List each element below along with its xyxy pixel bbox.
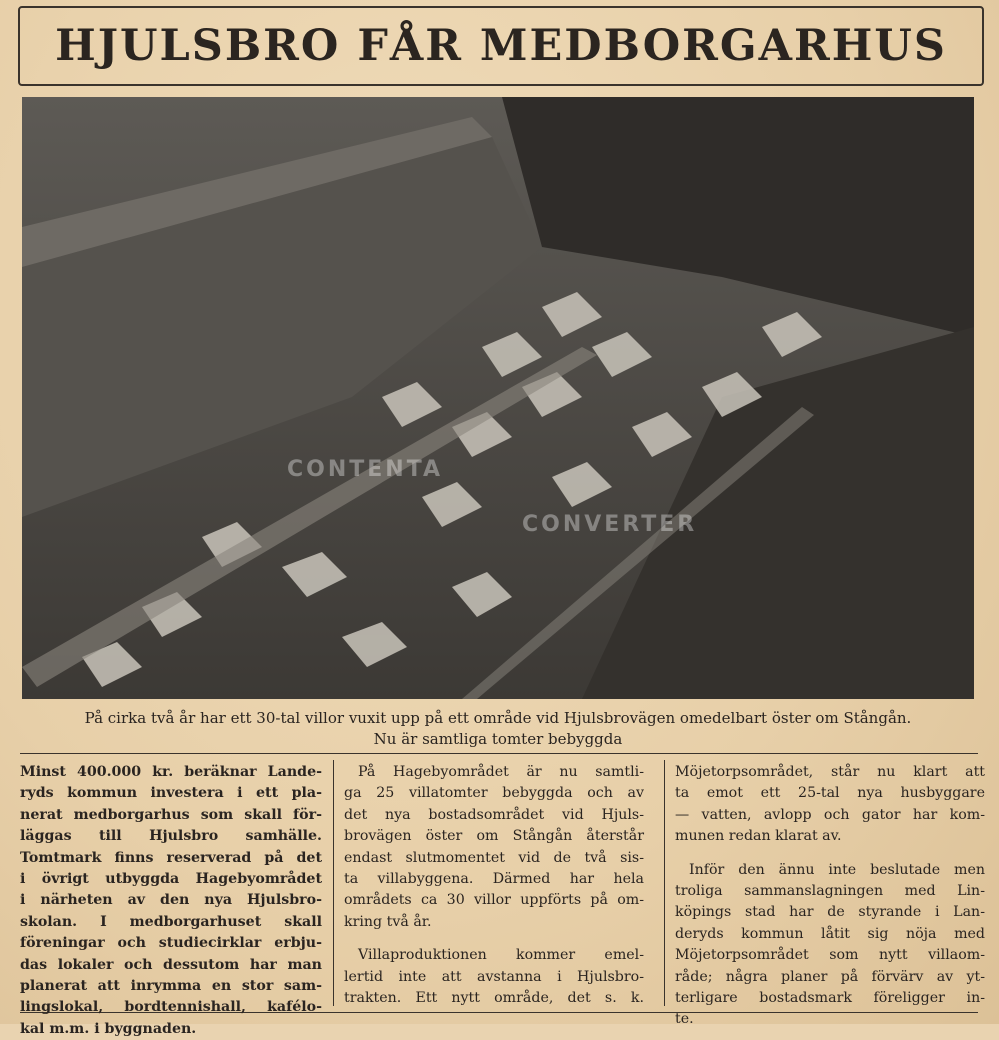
text-line: kal m.m. i byggnaden.: [20, 1020, 197, 1037]
text-line: trakten. Ett nytt område, det s. k.: [344, 990, 644, 1007]
paragraph-gap: [675, 848, 985, 860]
text-line: köpings stad har de styrande i Lan-: [675, 904, 985, 921]
text-line: ta emot ett 25-tal nya husbyggare: [675, 785, 985, 802]
headline: HJULSBRO FÅR MEDBORGARHUS: [55, 21, 947, 71]
text-line: i närheten av den nya Hjulsbro-: [20, 892, 322, 909]
aerial-photo: [22, 97, 974, 699]
article-column-1: [20, 762, 322, 1040]
caption-line-2: Nu är samtliga tomter bebyggda: [373, 730, 623, 748]
text-line: deryds kommun låtit sig nöja med: [675, 925, 985, 942]
text-line: Möjetorpsområdet, står nu klart att: [675, 764, 985, 780]
text-line: endast slutmomentet vid de två sis-: [344, 849, 644, 866]
text-line: ga 25 villatomter bebyggda och av: [344, 785, 644, 802]
article-column-2: [344, 762, 644, 1009]
text-line: Minst 400.000 kr. beräknar Lande-: [20, 764, 322, 780]
paragraph-gap: [344, 933, 644, 945]
text-line: te.: [675, 1011, 694, 1028]
text-line: Möjetorpsområdet som nytt villaom-: [675, 947, 985, 964]
text-line: Inför den ännu inte beslutade men: [689, 861, 985, 878]
text-line: i övrigt utbyggda Hagebyområdet: [20, 871, 322, 888]
text-line: skolan. I medborgarhuset skall: [20, 913, 322, 930]
text-line: ryds kommun investera i ett pla-: [20, 785, 322, 802]
aerial-photo-image: [22, 97, 974, 699]
photo-caption: [22, 708, 974, 750]
text-line: kring två år.: [344, 913, 432, 930]
text-line: det nya bostadsområdet vid Hjuls-: [344, 806, 644, 823]
text-line: ta villabyggena. Därmed har hela: [344, 871, 644, 888]
text-line: läggas till Hjulsbro samhälle.: [20, 828, 322, 845]
text-line: Tomtmark finns reserverad på det: [20, 849, 322, 866]
article-column-3: [675, 762, 985, 1031]
text-line: På Hagebyområdet är nu samtli-: [358, 764, 644, 780]
text-line: råde; några planer på förvärv av yt-: [675, 968, 985, 985]
headline-frame: [18, 6, 984, 86]
column-divider-1: [333, 760, 334, 1006]
watermark-contenta: CONTENTA: [287, 457, 444, 482]
text-line: Villaproduktionen kommer emel-: [358, 947, 644, 964]
text-line: planerat att inrymma en stor sam-: [20, 978, 322, 995]
text-line: — vatten, avlopp och gator har kom-: [675, 806, 985, 823]
caption-divider: [20, 753, 978, 754]
text-line: terligare bostadsmark föreligger in-: [675, 990, 985, 1007]
text-line: das lokaler och dessutom har man: [20, 956, 322, 973]
text-line: nerat medborgarhus som skall för-: [20, 806, 322, 823]
text-line: munen redan klarat av.: [675, 828, 842, 845]
column-divider-2: [664, 760, 665, 1006]
text-line: föreningar och studiecirklar erbju-: [20, 935, 322, 952]
text-line: brovägen öster om Stångån återstår: [344, 828, 644, 845]
watermark-converter: CONVERTER: [522, 512, 698, 537]
text-line: lingslokal, bordtennishall, kafélo-: [20, 999, 322, 1016]
text-line: troliga sammanslagningen med Lin-: [675, 883, 985, 900]
text-line: lertid inte att avstanna i Hjulsbro-: [344, 968, 644, 985]
text-line: områdets ca 30 villor uppförts på om-: [344, 892, 644, 909]
caption-line-1: På cirka två år har ett 30-tal villor vuxit upp på ett område vid Hjulsbrovägen omedelbart öster om Stångån.: [84, 709, 912, 727]
